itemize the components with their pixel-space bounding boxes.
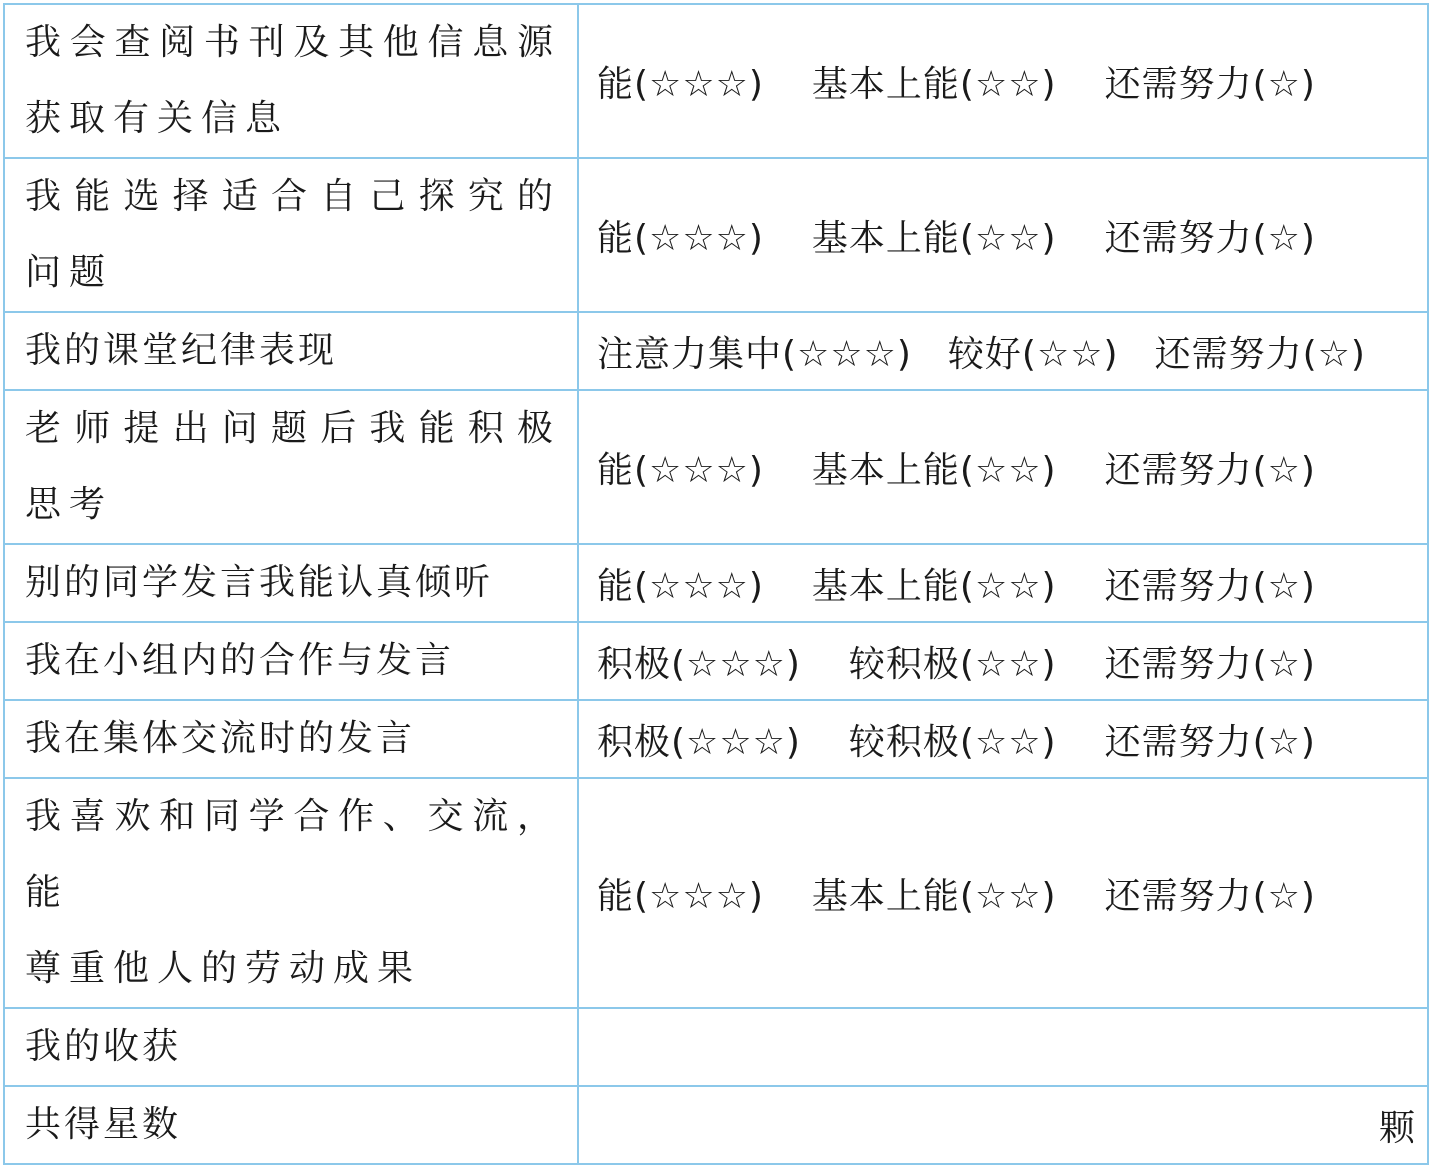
rating-option[interactable]: 还需努力(☆)	[1104, 875, 1316, 917]
table-row	[4, 158, 1428, 312]
rating-cell	[578, 4, 1428, 158]
total-input-cell[interactable]	[578, 1086, 1428, 1164]
rating-cell	[578, 544, 1428, 622]
table-row	[4, 778, 1428, 1008]
criterion-cell	[4, 622, 578, 700]
rating-cell	[578, 700, 1428, 778]
rating-cell	[578, 778, 1428, 1008]
rating-option[interactable]: 基本上能(☆☆)	[811, 565, 1057, 607]
rating-option[interactable]: 基本上能(☆☆)	[811, 875, 1057, 917]
table-row	[4, 700, 1428, 778]
criterion-text: 我喜欢和同学合作、交流，能	[25, 796, 561, 913]
rating-option[interactable]: 注意力集中(☆☆☆)	[597, 333, 912, 375]
rating-option[interactable]: 还需努力(☆)	[1104, 63, 1316, 105]
rating-option[interactable]: 基本上能(☆☆)	[811, 217, 1057, 259]
harvest-input-cell[interactable]	[578, 1008, 1428, 1086]
criterion-text: 尊重他人的劳动成果	[25, 948, 422, 989]
table-row	[4, 1086, 1428, 1164]
rating-cell	[578, 622, 1428, 700]
rating-cell	[578, 390, 1428, 544]
evaluation-table-frame	[3, 3, 1429, 1149]
rating-cell	[578, 312, 1428, 390]
self-evaluation-table	[3, 3, 1429, 1165]
total-unit: 颗	[1378, 1107, 1415, 1149]
rating-option[interactable]: 基本上能(☆☆)	[811, 449, 1057, 491]
criterion-text: 我能选择适合自己探究的	[25, 176, 561, 217]
criterion-text: 我在小组内的合作与发言	[25, 640, 455, 681]
rating-option[interactable]: 还需努力(☆)	[1104, 217, 1316, 259]
rating-option[interactable]: 能(☆☆☆)	[597, 565, 764, 607]
table-row	[4, 622, 1428, 700]
criterion-text: 我会查阅书刊及其他信息源	[25, 22, 561, 63]
criterion-cell	[4, 778, 578, 1008]
criterion-text: 问题	[25, 252, 114, 293]
rating-option[interactable]: 较积极(☆☆)	[848, 721, 1057, 763]
rating-option[interactable]: 基本上能(☆☆)	[811, 63, 1057, 105]
rating-option[interactable]: 能(☆☆☆)	[597, 449, 764, 491]
criterion-cell	[4, 4, 578, 158]
table-row	[4, 390, 1428, 544]
rating-option[interactable]: 能(☆☆☆)	[597, 875, 764, 917]
rating-option[interactable]: 积极(☆☆☆)	[597, 721, 801, 763]
rating-option[interactable]: 积极(☆☆☆)	[597, 643, 801, 685]
total-label: 共得星数	[25, 1104, 182, 1145]
rating-option[interactable]: 能(☆☆☆)	[597, 63, 764, 105]
harvest-label: 我的收获	[25, 1026, 182, 1067]
criterion-cell	[4, 390, 578, 544]
criterion-text: 老师提出问题后我能积极	[25, 408, 561, 449]
criterion-cell	[4, 312, 578, 390]
rating-option[interactable]: 较好(☆☆)	[947, 333, 1119, 375]
criterion-cell	[4, 158, 578, 312]
criterion-text: 别的同学发言我能认真倾听	[25, 562, 494, 603]
table-row	[4, 4, 1428, 158]
criterion-cell	[4, 700, 578, 778]
table-row	[4, 1008, 1428, 1086]
harvest-label-cell	[4, 1008, 578, 1086]
table-row	[4, 312, 1428, 390]
criterion-cell	[4, 544, 578, 622]
rating-option[interactable]: 还需努力(☆)	[1154, 333, 1366, 375]
rating-option[interactable]: 还需努力(☆)	[1104, 565, 1316, 607]
rating-option[interactable]: 较积极(☆☆)	[848, 643, 1057, 685]
table-row	[4, 544, 1428, 622]
rating-option[interactable]: 能(☆☆☆)	[597, 217, 764, 259]
criterion-text: 我在集体交流时的发言	[25, 718, 416, 759]
criterion-text: 获取有关信息	[25, 98, 290, 139]
criterion-text: 我的课堂纪律表现	[25, 330, 338, 371]
rating-option[interactable]: 还需努力(☆)	[1104, 449, 1316, 491]
criterion-text: 思考	[25, 484, 114, 525]
rating-option[interactable]: 还需努力(☆)	[1104, 643, 1316, 685]
rating-option[interactable]: 还需努力(☆)	[1104, 721, 1316, 763]
total-label-cell	[4, 1086, 578, 1164]
rating-cell	[578, 158, 1428, 312]
